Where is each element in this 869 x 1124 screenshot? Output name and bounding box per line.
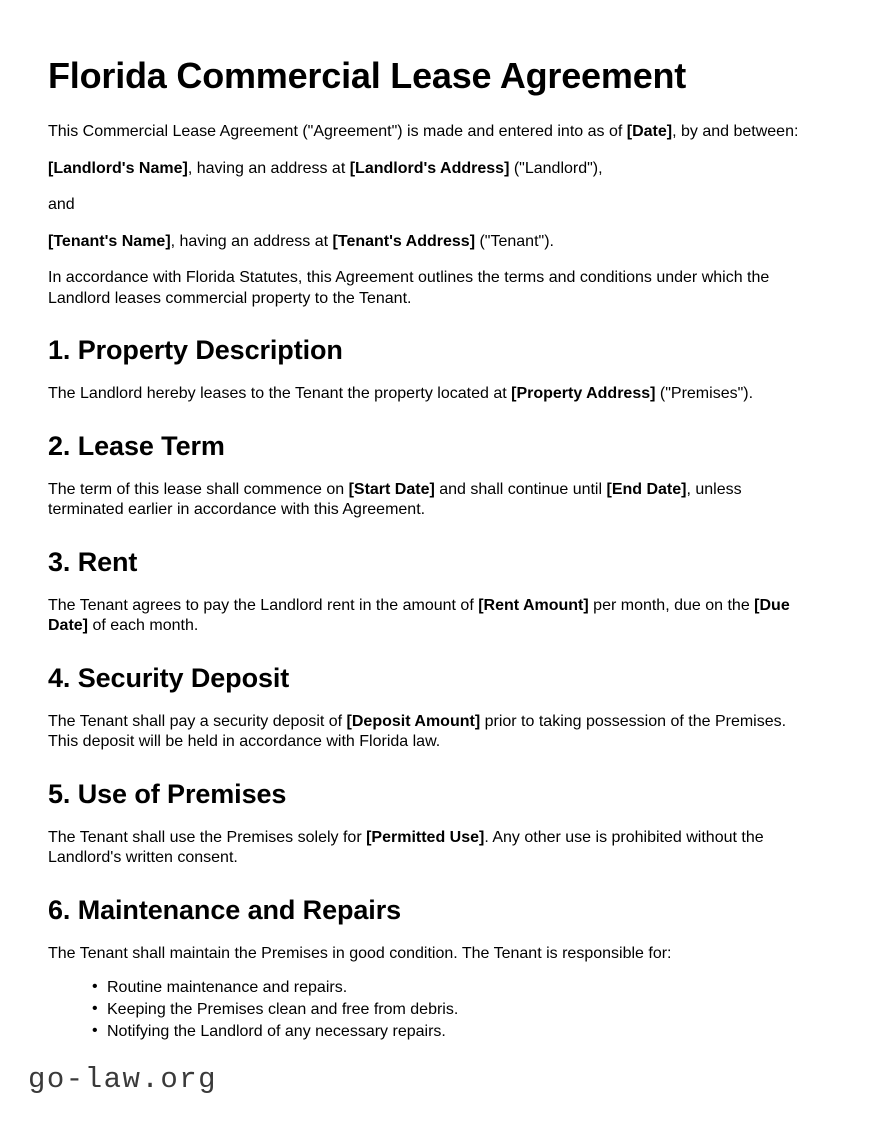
deposit-amount-placeholder-field: [Deposit Amount]: [346, 712, 481, 730]
preamble-paragraph: [48, 122, 820, 142]
start-date-placeholder-field: [Start Date]: [348, 480, 435, 498]
rent-text-mid: per month, due on the: [588, 596, 755, 614]
deposit-text-before: The Tenant shall pay a security deposit of: [48, 712, 347, 730]
rent-amount-placeholder-field: [Rent Amount]: [478, 596, 589, 614]
lease-term-text-before: The term of this lease shall commence on: [48, 480, 349, 498]
tenant-address-placeholder-field: [Tenant's Address]: [332, 232, 476, 250]
statutes-paragraph: In accordance with Florida Statutes, this Agreement outlines the terms and conditions under which the Landlord leases commercial property to the Tenant.: [48, 269, 770, 307]
tenant-text-after: ("Tenant").: [475, 232, 554, 250]
deposit-text-after: prior to taking possession of the Premises. This deposit will be held in accordance with Florida law.: [48, 712, 787, 751]
tenant-paragraph: [48, 232, 820, 252]
section-heading-security-deposit: 4. Security Deposit: [48, 662, 290, 693]
section-heading-use-of-premises: 5. Use of Premises: [48, 778, 287, 809]
section-body-security-deposit: [48, 712, 820, 753]
preamble-text-after: , by and between:: [672, 123, 799, 141]
landlord-address-placeholder-field: [Landlord's Address]: [349, 159, 510, 177]
lease-term-text-after: , unless terminated earlier in accordance with this Agreement.: [48, 480, 742, 519]
property-text-after: ("Premises").: [655, 385, 754, 403]
section-body-use-of-premises: [48, 828, 820, 869]
lease-term-text-mid: and shall continue until: [434, 480, 607, 498]
tenant-name-placeholder-field: [Tenant's Name]: [48, 232, 171, 250]
section-heading-lease-term: 2. Lease Term: [48, 430, 225, 461]
list-item: • Routine maintenance and repairs.: [92, 978, 820, 999]
list-item: • Keeping the Premises clean and free from debris.: [92, 1000, 820, 1021]
maintenance-responsibilities-list: [48, 978, 820, 1042]
tenant-text-mid: , having an address at: [170, 232, 333, 250]
use-text-before: The Tenant shall use the Premises solely for: [48, 828, 367, 846]
rent-text-before: The Tenant agrees to pay the Landlord rent in the amount of: [48, 596, 479, 614]
use-text-after: . Any other use is prohibited without the Landlord's written consent.: [48, 828, 764, 867]
date-placeholder-field: [Date]: [626, 123, 673, 141]
landlord-name-placeholder-field: [Landlord's Name]: [48, 159, 188, 177]
due-date-placeholder-field: [Due Date]: [48, 596, 790, 635]
site-watermark: go-law.org: [28, 1063, 218, 1096]
conjunction-paragraph: and: [48, 196, 75, 214]
rent-text-after: of each month.: [88, 617, 199, 635]
section-body-property-description: [48, 384, 820, 404]
section-heading-rent: 3. Rent: [48, 546, 138, 577]
section-body-maintenance-and-repairs: The Tenant shall maintain the Premises in good condition. The Tenant is responsible for:: [48, 944, 672, 962]
list-item: • Notifying the Landlord of any necessary repairs.: [92, 1022, 820, 1043]
landlord-paragraph: [48, 159, 820, 179]
section-body-rent: [48, 596, 820, 637]
section-body-lease-term: [48, 480, 820, 521]
landlord-text-mid: , having an address at: [187, 159, 350, 177]
end-date-placeholder-field: [End Date]: [606, 480, 687, 498]
preamble-text-before: This Commercial Lease Agreement ("Agreement") is made and entered into as of: [48, 123, 627, 141]
property-address-placeholder-field: [Property Address]: [511, 385, 656, 403]
page-title: Florida Commercial Lease Agreement: [48, 55, 687, 96]
landlord-text-after: ("Landlord"),: [509, 159, 603, 177]
section-heading-property-description: 1. Property Description: [48, 335, 343, 366]
property-text-before: The Landlord hereby leases to the Tenant the property located at: [48, 385, 512, 403]
section-heading-maintenance-and-repairs: 6. Maintenance and Repairs: [48, 894, 402, 925]
permitted-use-placeholder-field: [Permitted Use]: [366, 828, 485, 846]
